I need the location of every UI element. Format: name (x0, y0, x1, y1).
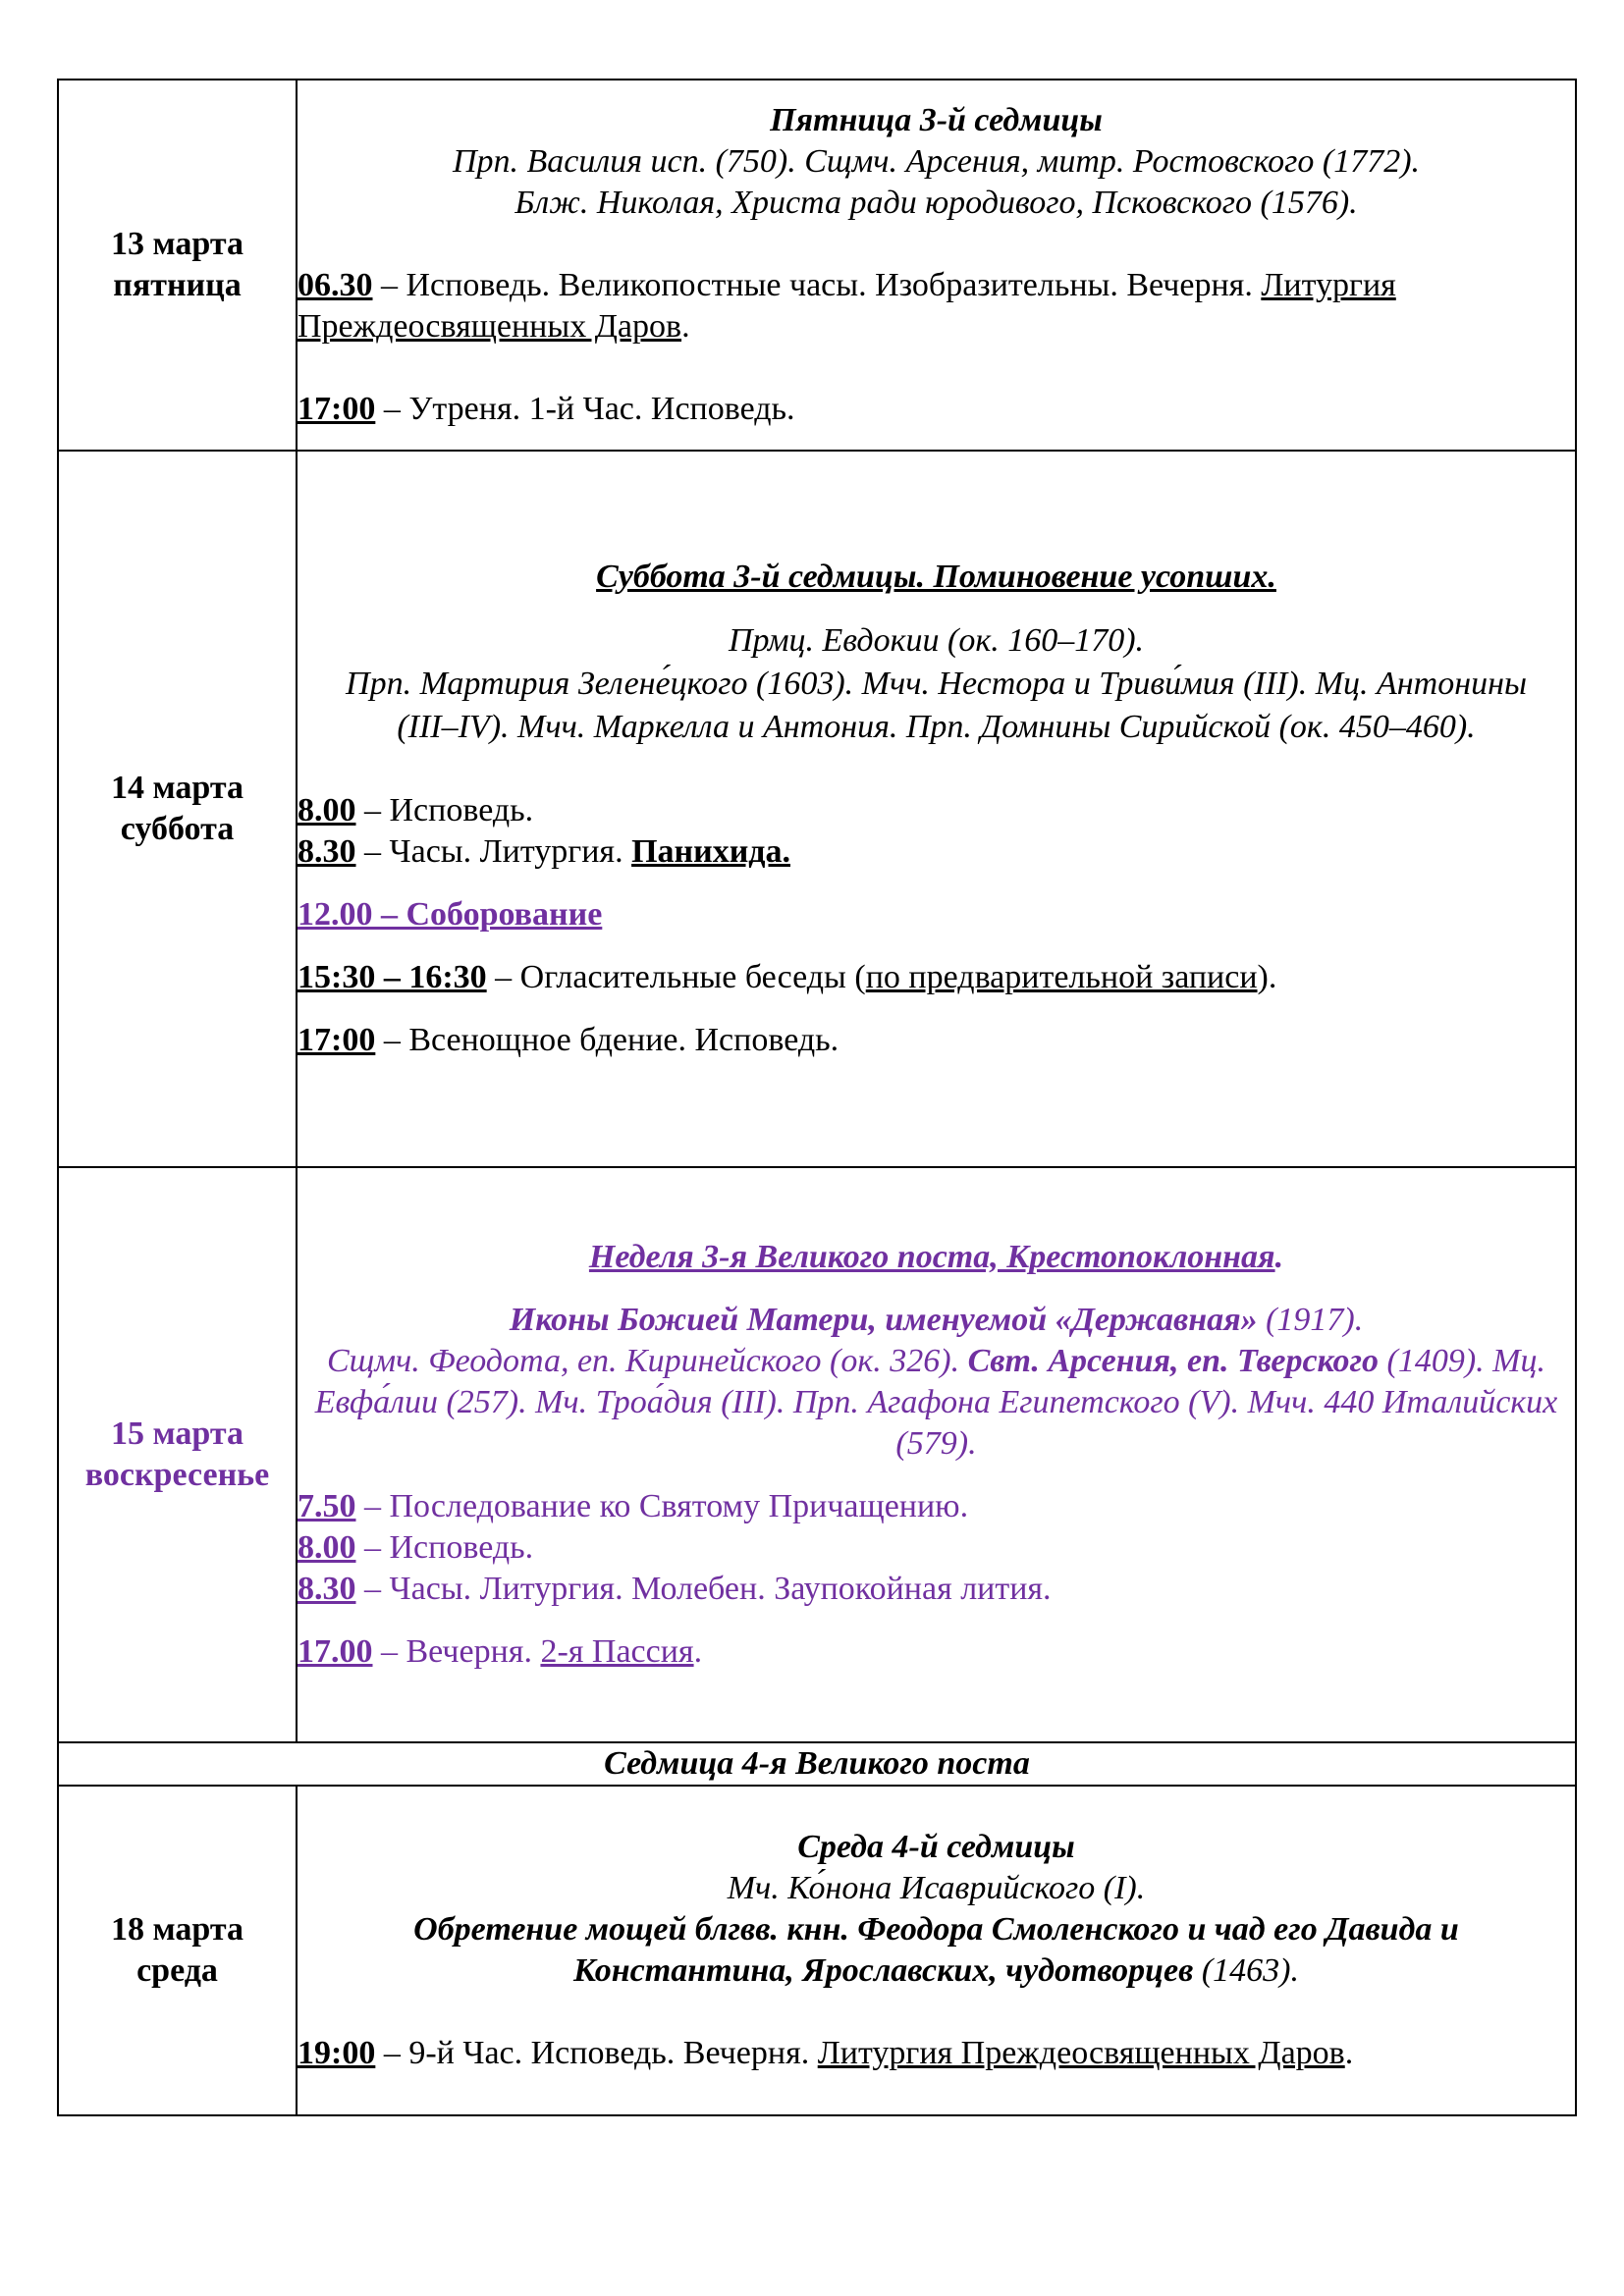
feast-name: Иконы Божией Матери, именуемой «Державная» (509, 1302, 1258, 1338)
saints-text: (1463). (1193, 1952, 1299, 1989)
date-label: 18 марта (110, 1911, 244, 1948)
schedule-row (58, 1167, 1576, 1742)
date-cell (58, 1167, 297, 1742)
content-cell (297, 1167, 1576, 1742)
service-time: 17:00 (298, 391, 376, 427)
service-text: – Последование ко Святому Причащению. (355, 1488, 969, 1524)
saints-line: Прмц. Евдокии (ок. 160–170). (728, 622, 1145, 659)
service-time: 17:00 (298, 1022, 376, 1058)
saints-line (298, 1909, 1575, 1992)
content-cell (297, 80, 1576, 451)
service-link-text: Литургия Преждеосвященных Даров (298, 267, 1396, 345)
service-line (298, 790, 1575, 831)
day-title-end: . (1274, 1239, 1284, 1275)
service-line (298, 1569, 1575, 1610)
service-line (298, 957, 1575, 998)
saints-text: (1409). Мц. Евфа́лии (257). Мч. Троа́дия (III). Прп. Агафона Египетского (V). Мчч. 440 Италийских (579). (314, 1343, 1558, 1462)
content-cell (297, 1786, 1576, 2115)
feast-line (298, 1300, 1575, 1341)
service-time: 7.50 (298, 1488, 356, 1524)
service-link-text: 2-я Пассия (540, 1633, 694, 1670)
service-time: 17.00 (298, 1633, 373, 1670)
saints-text: Сщмч. Феодота, еп. Киринейского (ок. 326). (326, 1343, 968, 1379)
service-line (298, 1486, 1575, 1527)
content-cell (297, 451, 1576, 1167)
service-text: . (681, 308, 690, 345)
saints-line: Мч. Ко́нона Исаврийского (I). (727, 1870, 1146, 1906)
service-text: – Исповедь. (355, 792, 534, 828)
service-line (298, 831, 1575, 873)
service-text: – 9-й Час. Исповедь. Вечерня. (375, 2035, 818, 2071)
service-text: – Часы. Литургия. (355, 833, 632, 870)
service-line (298, 2033, 1575, 2074)
service-line (298, 1020, 1575, 1061)
service-text: – Исповедь. (355, 1529, 534, 1566)
weekday-label: суббота (120, 811, 235, 847)
saints-line: Прп. Василия исп. (750). Сщмч. Арсения, митр. Ростовского (1772). (452, 143, 1421, 180)
schedule-table (57, 79, 1577, 2116)
day-title-text: Неделя 3-я Великого поста, Крестопоклонная (588, 1239, 1275, 1275)
service-link-text: Литургия Преждеосвященных Даров (817, 2035, 1345, 2071)
day-title: Суббота 3-й седмицы. Поминовение усопших. (596, 559, 1276, 595)
service-text: – Исповедь. Великопостные часы. Изобразительны. Вечерня. (372, 267, 1262, 303)
date-cell (58, 451, 297, 1167)
service-time: 8.00 (298, 1529, 356, 1566)
saints-bold-text: Обретение мощей блгвв. кнн. Феодора Смоленского и чад его Давида и Константина, Ярославских, чудотворцев (413, 1911, 1459, 1989)
day-title: Пятница 3-й седмицы (770, 102, 1103, 138)
saints-bold-text: Свт. Арсения, еп. Тверского (967, 1343, 1380, 1379)
weekday-label: пятница (113, 267, 242, 303)
date-cell (58, 80, 297, 451)
service-bold-text: Панихида. (631, 833, 790, 870)
date-label: 14 марта (110, 770, 244, 806)
service-time: 8.30 (298, 833, 356, 870)
service-time: 06.30 (298, 267, 373, 303)
feast-year: (1917). (1257, 1302, 1364, 1338)
saints-line (298, 1341, 1575, 1465)
service-text: ). (1257, 959, 1277, 995)
service-line (298, 389, 1575, 430)
service-text: – Утреня. 1-й Час. Исповедь. (375, 391, 795, 427)
schedule-row (58, 1786, 1576, 2115)
week-separator-row (58, 1742, 1576, 1786)
service-text: – Огласительные беседы ( (486, 959, 866, 995)
service-time: 19:00 (298, 2035, 376, 2071)
special-service: 12.00 – Соборование (298, 896, 603, 933)
service-text: . (693, 1633, 703, 1670)
service-text: – Часы. Литургия. Молебен. Заупокойная лития. (355, 1571, 1052, 1607)
schedule-row (58, 80, 1576, 451)
schedule-row (58, 451, 1576, 1167)
saints-line: Блж. Николая, Христа ради юродивого, Псковского (1576). (514, 185, 1358, 221)
service-line (298, 265, 1575, 347)
weekday-label: среда (136, 1952, 218, 1989)
service-line (298, 1527, 1575, 1569)
date-cell (58, 1786, 297, 2115)
week-separator: Седмица 4-я Великого поста (58, 1742, 1576, 1786)
day-title (298, 1237, 1575, 1278)
service-link-text: по предварительной записи (865, 959, 1258, 995)
service-time: 8.00 (298, 792, 356, 828)
saints-line: Прп. Мартирия Зелене́цкого (1603). Мчч. Нестора и Триви́мия (III). Мц. Антонины (III–IV). Мчч. Маркелла и Антония. Прп. Домнины Сирийской (ок. 450–460). (346, 666, 1527, 745)
weekday-label: воскресенье (84, 1457, 270, 1493)
service-text: – Всенощное бдение. Исповедь. (375, 1022, 839, 1058)
day-title: Среда 4-й седмицы (797, 1829, 1075, 1865)
service-text: – Вечерня. (372, 1633, 541, 1670)
service-time: 8.30 (298, 1571, 356, 1607)
date-label: 15 марта (110, 1415, 244, 1452)
service-line (298, 1631, 1575, 1673)
date-label: 13 марта (110, 226, 244, 262)
service-text: . (1344, 2035, 1354, 2071)
service-time: 15:30 – 16:30 (298, 959, 487, 995)
